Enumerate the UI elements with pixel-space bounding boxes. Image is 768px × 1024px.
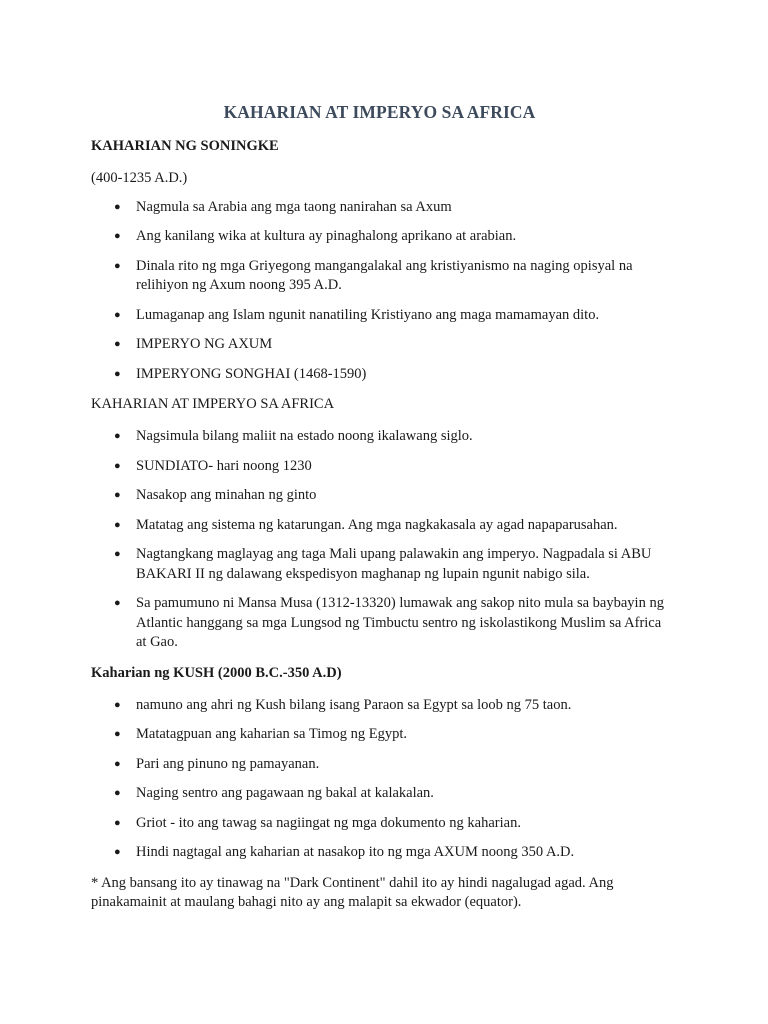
bullet-icon: ●: [114, 698, 121, 711]
list-item-text: Pari ang pinuno ng pamayanan.: [136, 755, 320, 772]
bullet-icon: ●: [114, 787, 121, 799]
list-item-text: Sa pamumuno ni Mansa Musa (1312-13320) lumawak ang sakop nito mula sa baybayin ng Atlantic hanggang sa mga Lungsod ng Timbuctu sentro ng iskolastikong Muslim sa Africa at Gao.: [136, 595, 664, 650]
bullet-icon: ●: [114, 259, 121, 272]
list-item: [91, 457, 668, 477]
list-item: [91, 365, 668, 385]
bullet-icon: ●: [114, 200, 121, 213]
list-item: [91, 257, 668, 296]
list-item-text: Matatagpuan ang kaharian sa Timog ng Egypt.: [136, 726, 408, 742]
bullet-list: [91, 696, 668, 863]
list-item: [91, 545, 668, 584]
list-item: [91, 696, 668, 716]
list-item-text: Nagsimula bilang maliit na estado noong ikalawang siglo.: [136, 428, 473, 444]
footnote: * Ang bansang ito ay tinawag na "Dark Continent" dahil ito ay hindi nagalugad agad. Ang pinakamainit at maulang bahagi nito ay ang malapit sa ekwador (equator).: [91, 874, 614, 910]
list-item-text: IMPERYO NG AXUM: [136, 336, 273, 352]
section-heading: KAHARIAN AT IMPERYO SA AFRICA: [91, 396, 335, 412]
list-item-text: Naging sentro ang pagawaan ng bakal at kalakalan.: [136, 785, 434, 801]
section-kush: [91, 664, 668, 863]
bullet-icon: ●: [114, 846, 121, 858]
list-item-text: Dinala rito ng mga Griyegong mangangalakal ang kristiyanismo na naging opisyal na relihiyon ng Axum noong 395 A.D.: [136, 257, 633, 293]
bullet-icon: ●: [114, 367, 121, 380]
list-item: [91, 486, 668, 506]
list-item: [91, 814, 668, 834]
bullet-icon: ●: [114, 728, 121, 740]
bullet-icon: ●: [114, 518, 121, 531]
list-item-text: Griot - ito ang tawag sa nagiingat ng mga dokumento ng kaharian.: [136, 814, 521, 831]
list-item: [91, 784, 668, 804]
section-soningke: [91, 137, 668, 384]
list-item-text: namuno ang ahri ng Kush bilang isang Paraon sa Egypt sa loob ng 75 taon.: [136, 696, 572, 713]
list-item-text: Matatag ang sistema ng katarungan. Ang mga nagkakasala ay agad napaparusahan.: [136, 516, 618, 533]
document-title: KAHARIAN AT IMPERYO SA AFRICA: [223, 102, 536, 122]
list-item-text: Lumaganap ang Islam ngunit nanatiling Kristiyano ang maga mamamayan dito.: [136, 306, 600, 323]
list-item: [91, 725, 668, 745]
section-heading: KAHARIAN NG SONINGKE: [91, 138, 279, 154]
bullet-icon: ●: [114, 308, 121, 321]
bullet-icon: ●: [114, 338, 121, 350]
list-item: [91, 198, 668, 218]
bullet-icon: ●: [114, 430, 121, 442]
list-item: [91, 516, 668, 536]
bullet-icon: ●: [114, 548, 121, 560]
list-item-text: Ang kanilang wika at kultura ay pinaghalong aprikano at arabian.: [136, 228, 517, 244]
list-item-text: SUNDIATO- hari noong 1230: [136, 457, 312, 474]
list-item-text: Nasakop ang minahan ng ginto: [136, 487, 317, 503]
list-item-text: Nagmula sa Arabia ang mga taong nanirahan sa Axum: [136, 198, 452, 215]
section-heading: Kaharian ng KUSH (2000 B.C.-350 A.D): [91, 664, 342, 681]
list-item-text: Nagtangkang maglayag ang taga Mali upang palawakin ang imperyo. Nagpadala si ABU BAKARI II ng dalawang ekspedisyon maghanap ng lupain ngunit nabigo sila.: [136, 546, 652, 582]
list-item-text: IMPERYONG SONGHAI (1468-1590): [136, 365, 367, 382]
list-item: [91, 843, 668, 863]
bullet-list: [91, 427, 668, 653]
bullet-icon: ●: [114, 816, 121, 829]
list-item: [91, 594, 668, 653]
list-item: [91, 227, 668, 247]
bullet-icon: ●: [114, 597, 121, 609]
bullet-icon: ●: [114, 459, 121, 472]
list-item: [91, 427, 668, 447]
section-imperyo-africa: [91, 395, 668, 653]
bullet-list: [91, 198, 668, 385]
section-date-range: (400-1235 A.D.): [91, 170, 188, 186]
bullet-icon: ●: [114, 230, 121, 242]
list-item: [91, 755, 668, 775]
list-item: [91, 335, 668, 355]
bullet-icon: ●: [114, 757, 121, 770]
bullet-icon: ●: [114, 489, 121, 501]
list-item-text: Hindi nagtagal ang kaharian at nasakop ito ng mga AXUM noong 350 A.D.: [136, 844, 575, 860]
list-item: [91, 306, 668, 326]
